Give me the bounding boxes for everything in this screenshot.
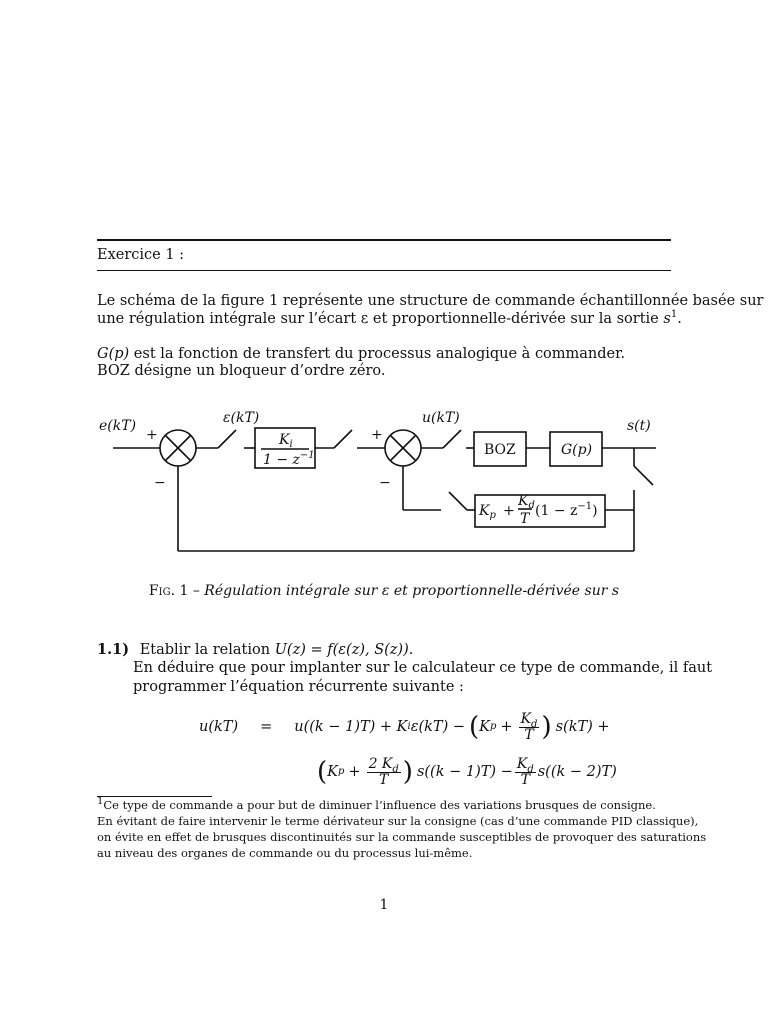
sampler-switch-1 bbox=[218, 430, 236, 448]
eq-paren-close-2: ) bbox=[402, 757, 413, 787]
boz-label: BOZ bbox=[484, 442, 516, 458]
top-rule bbox=[97, 239, 671, 241]
sum2-minus: − bbox=[379, 475, 391, 491]
intro-line-1: Le schéma de la figure 1 représente une structure de commande échantillonnée basée sur bbox=[97, 293, 764, 309]
question-line-1-text: Etablir la relation bbox=[139, 642, 275, 658]
eq-kd-over-t bbox=[519, 712, 540, 743]
eq-paren-close-1: ) bbox=[541, 712, 552, 742]
caption-fig: Fig. bbox=[148, 583, 176, 599]
question-line-2: En déduire que pour implanter sur le calculateur ce type de commande, il faut bbox=[133, 660, 713, 676]
eq-kd-den: T bbox=[524, 726, 534, 743]
eq-plus: + bbox=[500, 719, 513, 735]
pd-kp: $K_p$ bbox=[479, 503, 496, 521]
eq-kp: K bbox=[479, 719, 491, 735]
sampler-switch-3 bbox=[443, 430, 461, 448]
intro-line-2-end: . bbox=[677, 311, 682, 327]
intro-var-s: s bbox=[663, 311, 671, 327]
eq-lhs: u(kT) bbox=[199, 719, 239, 735]
exercise-heading: Exercice 1 : bbox=[97, 247, 185, 263]
intro-line-4: BOZ désigne un bloqueur d’ordre zéro. bbox=[97, 363, 386, 379]
caption-text: Régulation intégrale sur ε et proportionnelle-dérivée sur s bbox=[204, 583, 620, 599]
sum1-minus: − bbox=[154, 475, 166, 491]
page-number: 1 bbox=[379, 897, 389, 913]
pd-T: T bbox=[520, 511, 530, 527]
sampler-switch-4 bbox=[449, 492, 467, 510]
figure-caption bbox=[0, 583, 768, 599]
eq-paren-open-1: ( bbox=[469, 712, 480, 742]
footnote-line-2: En évitant de faire intervenir le terme dérivateur sur la consigne (cas d’une commande PID classique), bbox=[97, 814, 699, 828]
integrator-num: $K_i$ bbox=[279, 432, 293, 450]
intro-line-2-text: une régulation intégrale sur l’écart ε et proportionnelle-dérivée sur la sortie bbox=[97, 311, 664, 327]
eq-2kd-over-t bbox=[367, 757, 401, 788]
pd-kd: $K_d$ bbox=[518, 493, 535, 511]
question-line-1 bbox=[97, 640, 413, 660]
sum2-plus: + bbox=[371, 427, 383, 443]
intro-line-3-text: est la fonction de transfert du processus analogique à commander. bbox=[129, 346, 626, 362]
eq-kd3-over-t bbox=[515, 757, 536, 788]
eq-paren-open-2: ( bbox=[317, 757, 328, 787]
output-sampler-switch bbox=[634, 466, 653, 485]
plant-label: G(p) bbox=[561, 442, 593, 458]
command-label: u(kT) bbox=[422, 410, 460, 426]
eq-kd3-num: $K_d$ bbox=[516, 755, 534, 775]
pd-plus: + bbox=[503, 503, 515, 519]
eq-rhs1-end: s(kT) + bbox=[555, 719, 610, 735]
caption-number: 1 – bbox=[179, 583, 200, 599]
eq-rhs2-mid: s((k − 1)T) − bbox=[416, 764, 513, 780]
footnote-line-3: on évite en effet de brusques discontinuités sur la commande susceptibles de provoquer des saturations bbox=[97, 830, 707, 844]
question-relation: U(z) = f(ε(z), S(z)). bbox=[274, 642, 414, 658]
equation-line-1: u(kT) = u((k − 1)T) + K i ε(kT) − ( K p + $\frac{K_d}{T}$ ) s(kT) + bbox=[199, 710, 610, 743]
eq-kp2: K bbox=[327, 764, 338, 780]
input-label: e(kT) bbox=[99, 418, 137, 434]
eq-kd-num: $K_d$ bbox=[520, 710, 538, 730]
pd-tail: $(1 - z^{-1})$ bbox=[535, 501, 598, 519]
block-diagram bbox=[0, 400, 768, 570]
eq-plus2: + bbox=[348, 764, 361, 780]
eq-kd3-den: T bbox=[520, 771, 530, 788]
eq-2kd-num: 2 $K_d$ bbox=[368, 755, 399, 775]
heading-rule bbox=[97, 270, 671, 271]
eq-2kd-den: T bbox=[379, 771, 389, 788]
intro-line-2 bbox=[97, 309, 682, 329]
sampler-switch-2 bbox=[334, 430, 352, 448]
output-label: s(t) bbox=[627, 418, 651, 434]
sum1-plus: + bbox=[146, 427, 158, 443]
eq-rhs2-end: s((k − 2)T) bbox=[537, 764, 617, 780]
integrator-den: $1 - z^{-1}$ bbox=[263, 450, 315, 468]
eq-rhs1: u((k − 1)T) + K bbox=[294, 719, 408, 735]
footnote-marker: 1 bbox=[97, 796, 104, 808]
question-number: 1.1) bbox=[97, 641, 130, 658]
footnote-line-4: au niveau des organes de commande ou du processus lui-même. bbox=[97, 846, 473, 860]
question-line-3: programmer l’équation récurrente suivante : bbox=[133, 679, 464, 695]
footnote-line-1: 1Ce type de commande a pour but de diminuer l’influence des variations brusques de consigne. bbox=[97, 796, 656, 812]
error-label: ε(kT) bbox=[223, 410, 260, 426]
eq-rhs1b: ε(kT) − bbox=[410, 719, 466, 735]
intro-var-gp: G(p) bbox=[97, 346, 130, 362]
equation-line-2: ( K p + $\frac{2 K_d}{T}$ ) s((k − 1)T) − $\frac{K_d}{T}$ s((k − 2)T) bbox=[317, 755, 617, 788]
eq-equals: = bbox=[260, 719, 273, 735]
footnote-ref: 1 bbox=[670, 309, 678, 321]
